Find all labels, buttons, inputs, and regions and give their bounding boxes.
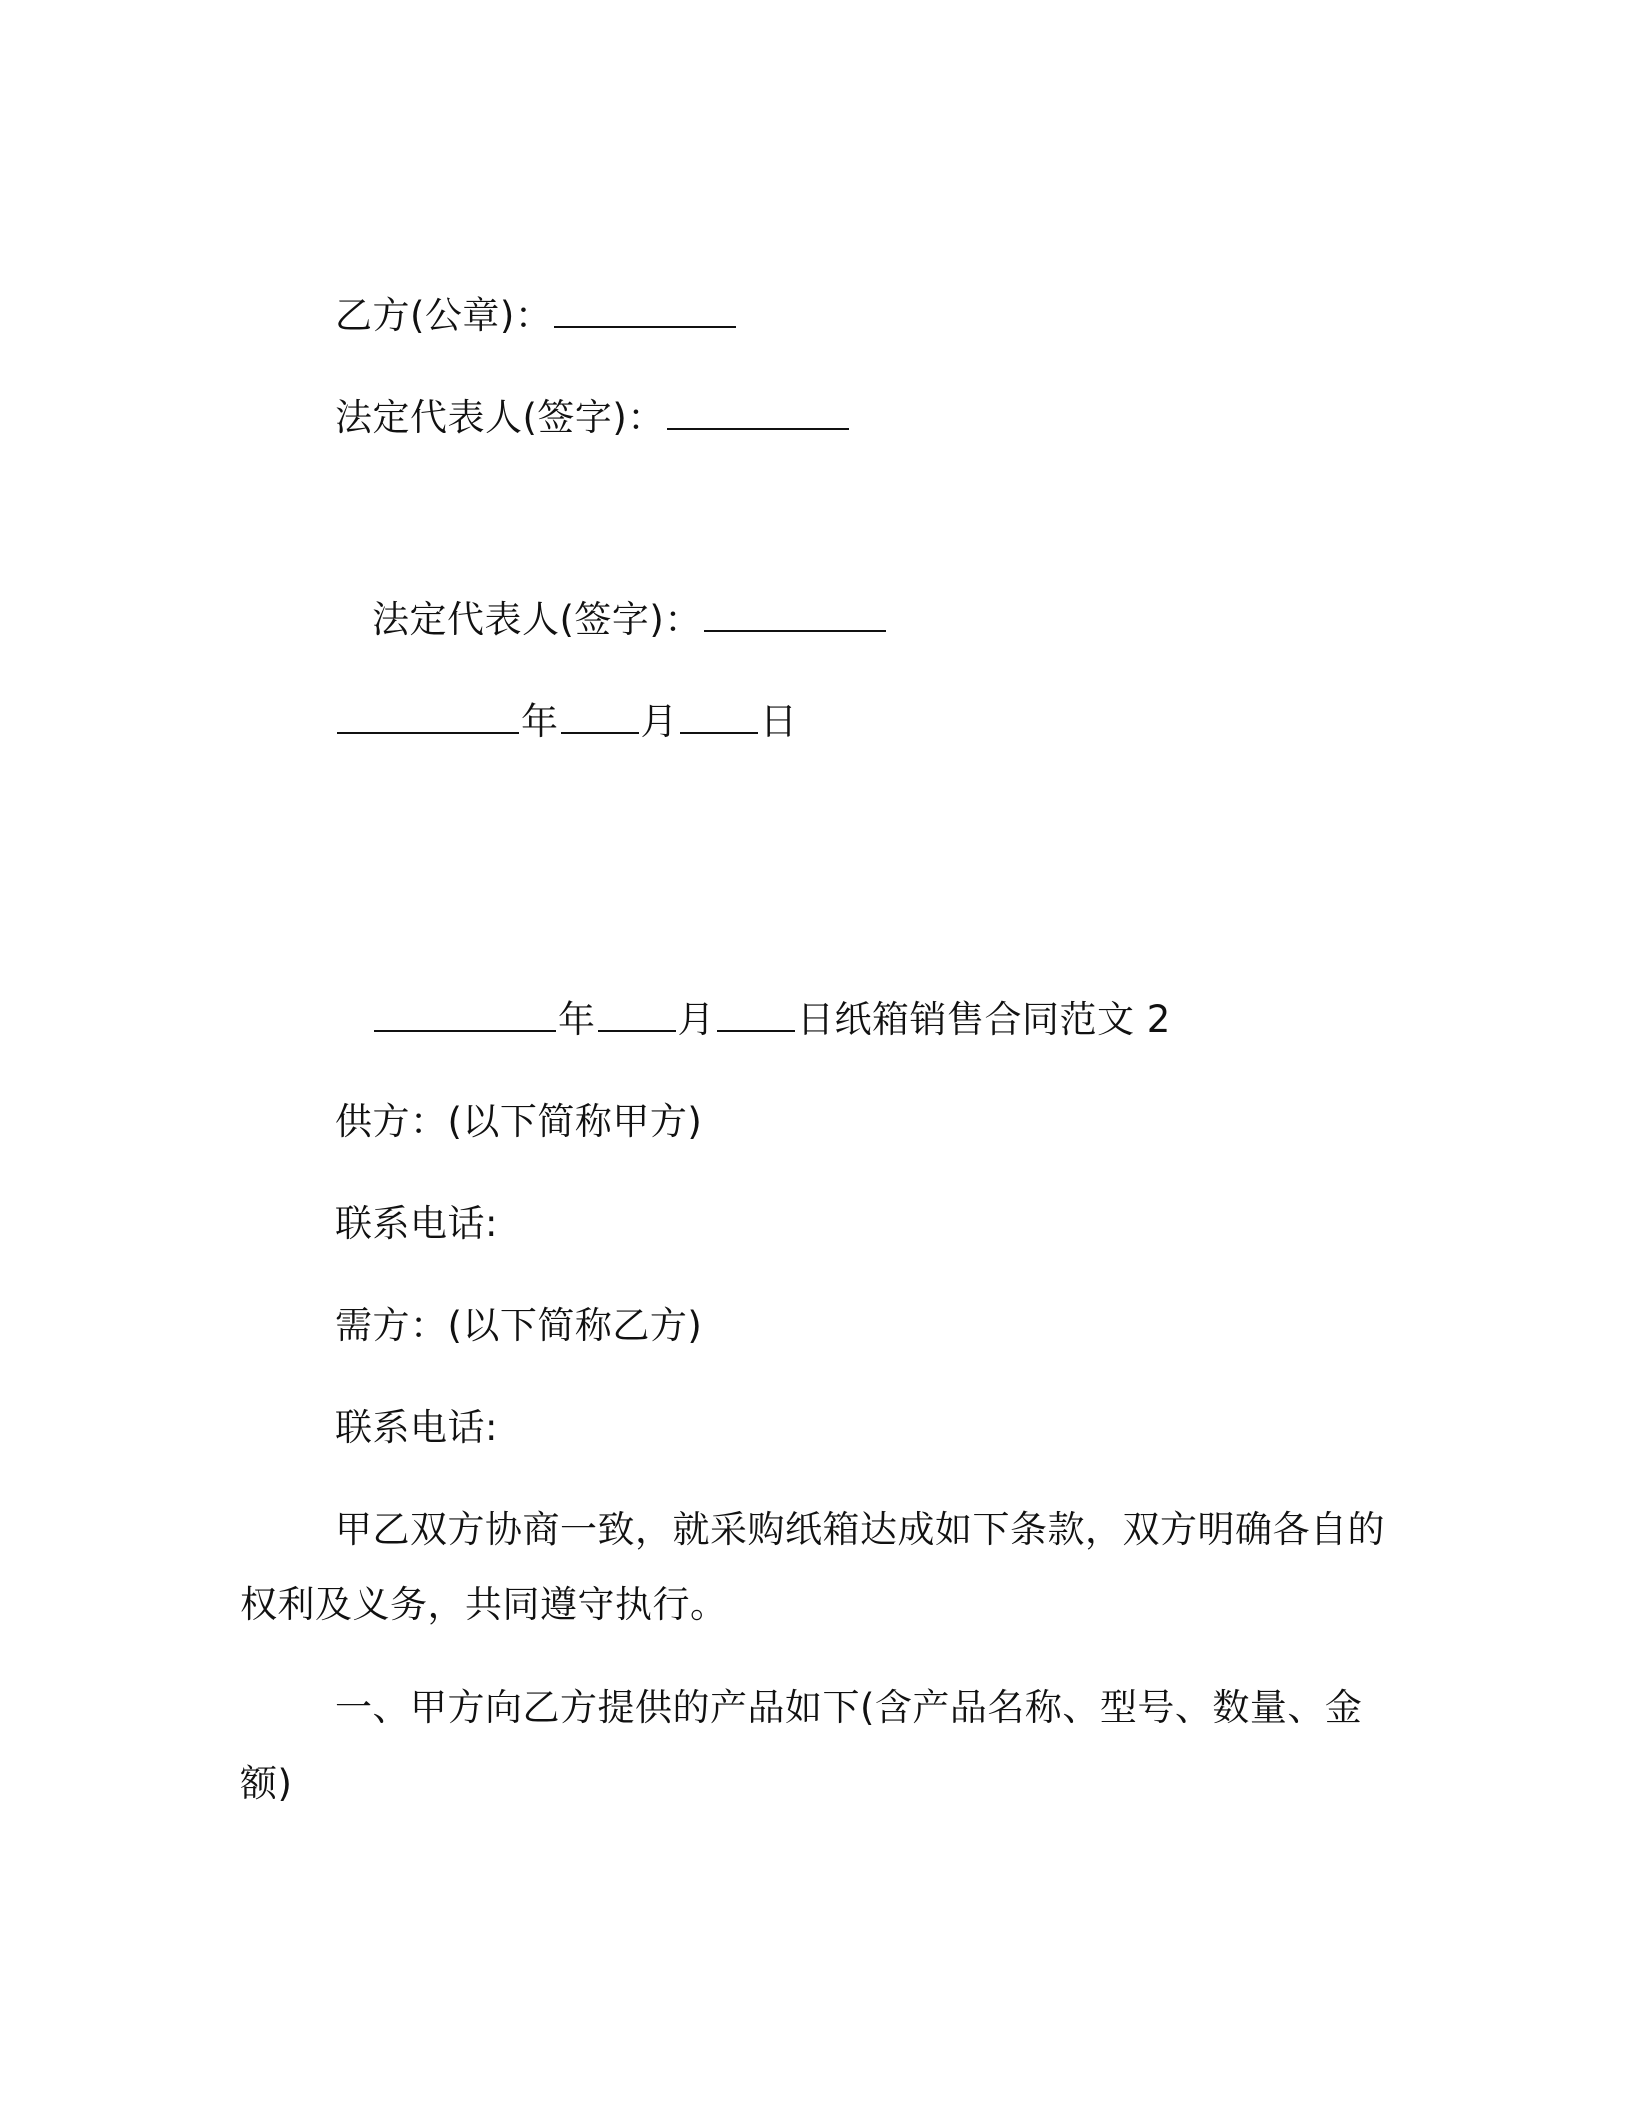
- year-blank-2: [374, 1000, 556, 1032]
- party-b-seal-line: [335, 294, 738, 338]
- legal-rep-line-1: [335, 396, 851, 440]
- supplier-label: 供方：(以下简称甲方): [335, 1100, 703, 1143]
- supplier-phone-label: 联系电话:: [335, 1202, 498, 1245]
- clause1-line-1: [335, 1686, 1362, 1730]
- supplier-line: [335, 1100, 702, 1144]
- party-b-seal-label: 乙方(公章)：: [335, 294, 553, 337]
- buyer-line: [335, 1304, 702, 1348]
- legal-rep-blank-2: [704, 600, 886, 632]
- day-blank-1: [680, 702, 758, 734]
- year-label-2: 年: [558, 998, 596, 1041]
- supplier-phone-line: [335, 1202, 498, 1246]
- party-b-seal-blank: [554, 296, 736, 328]
- title-line: [372, 998, 1171, 1042]
- legal-rep-line-2: [372, 598, 888, 642]
- intro-text-2: 权利及义务，共同遵守执行。: [240, 1583, 728, 1626]
- month-label-2: 月: [677, 998, 715, 1041]
- day-label-1: 日: [760, 700, 798, 743]
- legal-rep-label-1: 法定代表人(签字)：: [335, 396, 665, 439]
- buyer-phone-label: 联系电话:: [335, 1406, 498, 1449]
- intro-line-1: [335, 1508, 1385, 1552]
- clause1-text-2: 额): [240, 1762, 293, 1805]
- intro-text-1: 甲乙双方协商一致，就采购纸箱达成如下条款，双方明确各自的: [335, 1508, 1385, 1551]
- buyer-label: 需方：(以下简称乙方): [335, 1304, 703, 1347]
- contract-title: 日纸箱销售合同范文 2: [797, 998, 1171, 1041]
- buyer-phone-line: [335, 1406, 498, 1450]
- year-label-1: 年: [521, 700, 559, 743]
- intro-line-2: [240, 1583, 728, 1627]
- day-blank-2: [717, 1000, 795, 1032]
- month-blank-2: [598, 1000, 676, 1032]
- clause1-line-2: [240, 1762, 292, 1806]
- date-line-1: [335, 700, 798, 744]
- clause1-text-1: 一、甲方向乙方提供的产品如下(含产品名称、型号、数量、金: [335, 1686, 1363, 1729]
- month-label-1: 月: [640, 700, 678, 743]
- year-blank-1: [337, 702, 519, 734]
- legal-rep-blank-1: [667, 398, 849, 430]
- legal-rep-label-2: 法定代表人(签字)：: [372, 598, 702, 641]
- month-blank-1: [561, 702, 639, 734]
